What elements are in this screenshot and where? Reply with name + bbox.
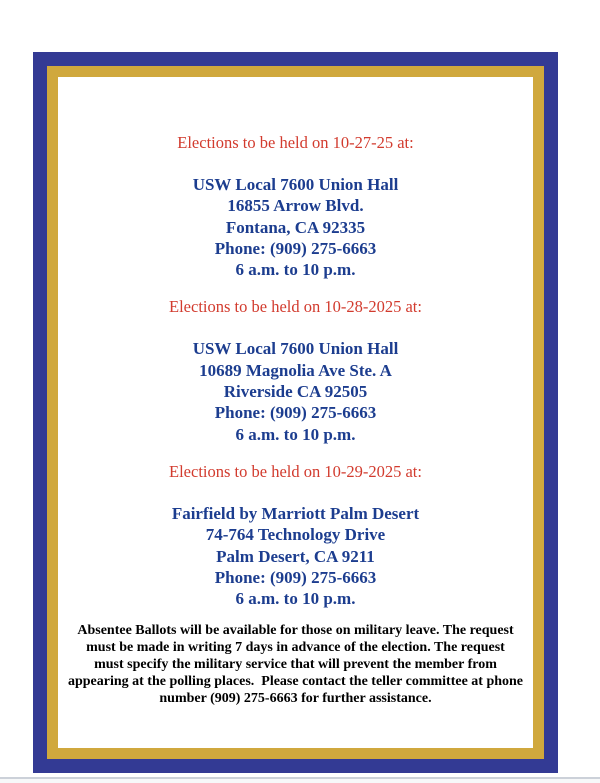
polling-hours: 6 a.m. to 10 p.m. [235, 589, 356, 609]
phone-number: Phone: (909) 275-6663 [214, 238, 377, 258]
election-section-2 [58, 296, 533, 444]
note-line: number (909) 275-6663 for further assistance. [159, 691, 432, 707]
location-details [58, 503, 533, 609]
note-line: appearing at the polling places. Please contact the teller committee at phone [67, 674, 524, 690]
election-date-heading: Elections to be held on 10-28-2025 at: [169, 297, 422, 317]
venue-name: USW Local 7600 Union Hall [192, 175, 399, 194]
location-details [58, 174, 533, 280]
election-date-heading: Elections to be held on 10-27-25 at: [177, 133, 414, 152]
election-section-3 [58, 461, 533, 609]
election-date-heading: Elections to be held on 10-29-2025 at: [169, 461, 422, 481]
location-details [58, 338, 533, 444]
city-state-zip: Riverside CA 92505 [223, 382, 368, 402]
note-line: Absentee Ballots will be available for those on military leave. The request [77, 623, 514, 639]
polling-hours: 6 a.m. to 10 p.m. [235, 260, 356, 280]
city-state-zip: Palm Desert, CA 9211 [216, 546, 375, 566]
venue-name: Fairfield by Marriott Palm Desert [171, 503, 420, 523]
city-state-zip: Fontana, CA 92335 [225, 217, 366, 237]
election-section-1 [58, 132, 533, 280]
street-address: 74-764 Technology Drive [205, 525, 386, 545]
note-line: must specify the military service that will prevent the member from [94, 657, 497, 673]
phone-number: Phone: (909) 275-6663 [214, 567, 377, 587]
polling-hours: 6 a.m. to 10 p.m. [235, 424, 356, 444]
venue-name: USW Local 7600 Union Hall [192, 339, 399, 359]
page-below-area [0, 779, 600, 783]
absentee-ballot-note [58, 622, 533, 707]
flyer-content [58, 77, 533, 748]
blue-border-frame [33, 52, 558, 773]
gold-border-frame [47, 66, 544, 759]
street-address: 10689 Magnolia Ave Ste. A [199, 360, 392, 380]
note-line: must be made in writing 7 days in advance of the election. The request [86, 640, 505, 656]
street-address: 16855 Arrow Blvd. [227, 196, 364, 216]
phone-number: Phone: (909) 275-6663 [214, 403, 377, 423]
